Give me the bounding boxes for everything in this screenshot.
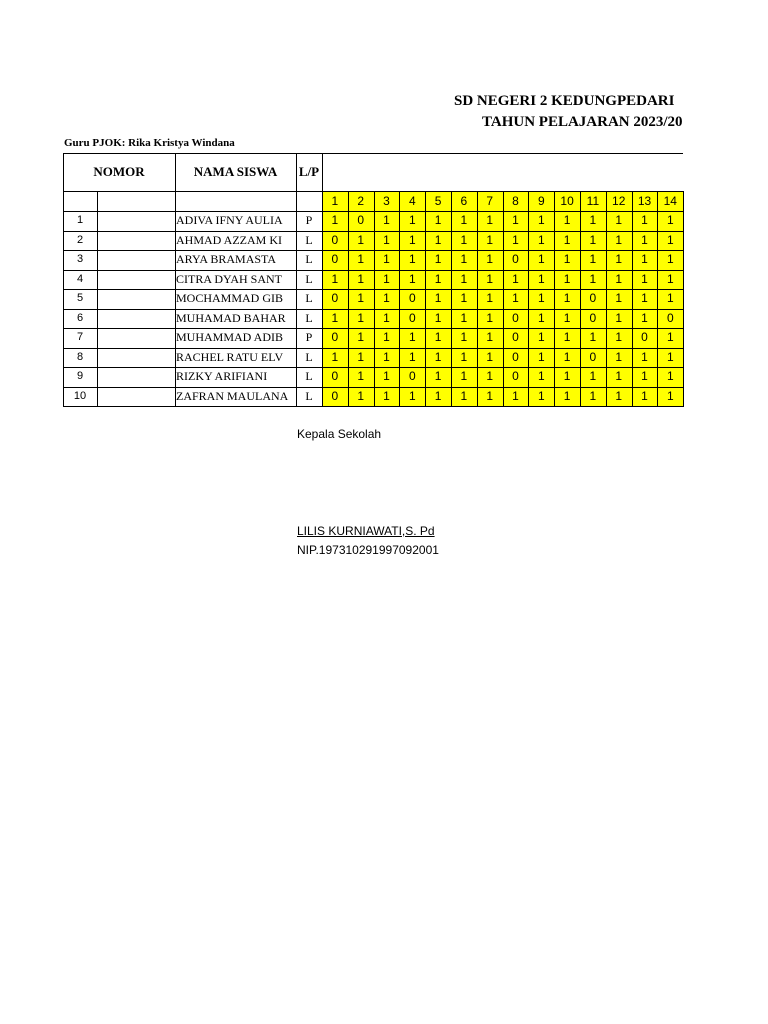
row-number: 6 <box>76 311 84 324</box>
grid-line-top <box>63 153 683 154</box>
score-cell: 1 <box>322 270 348 290</box>
score-cell: 1 <box>632 387 658 407</box>
score-cell: 1 <box>632 211 658 231</box>
score-cell: 1 <box>451 387 477 407</box>
score-cell: 1 <box>528 387 554 407</box>
school-title: SD NEGERI 2 KEDUNGPEDARI <box>454 93 675 109</box>
score-cell: 1 <box>399 387 425 407</box>
score-cell: 1 <box>554 387 580 407</box>
score-cell: 1 <box>425 309 451 329</box>
row-number: 8 <box>76 350 84 363</box>
grid-line-row <box>63 348 683 349</box>
principal-role: Kepala Sekolah <box>297 427 382 441</box>
score-cell: 0 <box>322 231 348 251</box>
student-name: ZAFRAN MAULANA <box>176 388 289 403</box>
score-cell: 0 <box>322 387 348 407</box>
student-gender: L <box>305 369 313 383</box>
score-cell: 1 <box>632 367 658 387</box>
score-cell: 1 <box>606 348 632 368</box>
score-cell: 1 <box>657 387 683 407</box>
score-cell: 1 <box>374 328 400 348</box>
score-cell: 1 <box>554 231 580 251</box>
score-cell: 1 <box>580 328 606 348</box>
score-cell: 1 <box>477 367 503 387</box>
score-column-header: 11 <box>580 191 606 211</box>
score-column-header: 1 <box>322 191 348 211</box>
score-cell: 1 <box>477 211 503 231</box>
score-cell: 1 <box>322 348 348 368</box>
score-cell: 1 <box>632 231 658 251</box>
score-cell: 0 <box>503 348 529 368</box>
score-cell: 1 <box>554 211 580 231</box>
score-cell: 1 <box>425 348 451 368</box>
grid-line-score <box>451 191 452 406</box>
grid-line-right <box>683 191 684 407</box>
score-cell: 0 <box>399 289 425 309</box>
student-name: MOCHAMMAD GIB <box>176 291 284 305</box>
score-column-header: 3 <box>374 191 400 211</box>
score-cell: 1 <box>580 367 606 387</box>
score-cell: 1 <box>348 270 374 290</box>
score-cell: 0 <box>632 328 658 348</box>
score-cell: 1 <box>451 270 477 290</box>
score-cell: 1 <box>374 348 400 368</box>
score-cell: 1 <box>503 270 529 290</box>
student-name: RIZKY ARIFIANI <box>176 369 268 383</box>
row-number: 7 <box>76 331 84 343</box>
score-cell: 1 <box>399 211 425 231</box>
academic-year-title: TAHUN PELAJARAN 2023/20 <box>482 114 683 130</box>
score-column-header: 9 <box>528 191 554 211</box>
score-cell: 1 <box>348 231 374 251</box>
row-number: 1 <box>76 214 84 226</box>
score-cell: 1 <box>451 211 477 231</box>
score-cell: 1 <box>399 270 425 290</box>
grid-line-score <box>503 191 504 406</box>
score-cell: 1 <box>528 289 554 309</box>
student-name: CITRA DYAH SANT <box>176 271 283 286</box>
score-cell: 0 <box>657 309 683 329</box>
score-cell: 1 <box>399 250 425 270</box>
score-cell: 0 <box>399 367 425 387</box>
score-cell: 0 <box>580 289 606 309</box>
score-cell: 0 <box>503 328 529 348</box>
score-cell: 0 <box>322 367 348 387</box>
row-number: 4 <box>76 272 84 285</box>
score-cell: 1 <box>374 289 400 309</box>
score-cell: 1 <box>632 289 658 309</box>
grid-line-row <box>63 309 683 310</box>
student-name: RACHEL RATU ELV <box>176 349 284 364</box>
score-cell: 1 <box>374 250 400 270</box>
score-cell: 1 <box>554 367 580 387</box>
score-cell: 1 <box>374 231 400 251</box>
score-cell: 1 <box>503 387 529 407</box>
score-cell: 1 <box>528 328 554 348</box>
score-cell: 1 <box>477 328 503 348</box>
score-cell: 1 <box>580 250 606 270</box>
score-cell: 1 <box>580 231 606 251</box>
score-column-header: 6 <box>451 191 477 211</box>
score-cell: 1 <box>399 328 425 348</box>
student-gender: L <box>305 291 313 305</box>
teacher-label: Guru PJOK: Rika Kristya Windana <box>64 137 235 149</box>
score-cell: 1 <box>580 387 606 407</box>
score-cell: 1 <box>322 309 348 329</box>
score-cell: 1 <box>580 211 606 231</box>
score-cell: 1 <box>451 367 477 387</box>
score-cell: 1 <box>657 348 683 368</box>
score-cell: 1 <box>503 231 529 251</box>
row-number: 9 <box>76 370 84 382</box>
grid-line-col <box>175 153 176 407</box>
grid-line-row <box>63 406 683 407</box>
score-cell: 1 <box>348 348 374 368</box>
score-cell: 1 <box>374 270 400 290</box>
student-gender: P <box>305 330 313 344</box>
student-name: MUHAMAD BAHAR <box>176 310 286 325</box>
score-cell: 1 <box>606 328 632 348</box>
grid-line-row <box>63 387 683 388</box>
score-cell: 1 <box>451 328 477 348</box>
grid-line-col <box>63 153 64 407</box>
score-cell: 1 <box>632 348 658 368</box>
score-cell: 1 <box>477 270 503 290</box>
student-gender: L <box>305 252 313 266</box>
principal-name: LILIS KURNIAWATI,S. Pd <box>297 524 435 538</box>
student-gender: L <box>305 310 313 325</box>
score-cell: 1 <box>554 328 580 348</box>
score-cell: 1 <box>477 250 503 270</box>
score-cell: 1 <box>451 250 477 270</box>
score-cell: 1 <box>632 309 658 329</box>
score-cell: 1 <box>399 348 425 368</box>
score-cell: 1 <box>322 211 348 231</box>
student-name: ADIVA IFNY AULIA <box>176 213 283 227</box>
score-cell: 1 <box>528 348 554 368</box>
score-column-header: 8 <box>503 191 529 211</box>
row-number: 3 <box>76 253 84 265</box>
score-cell: 1 <box>425 270 451 290</box>
score-cell: 1 <box>554 309 580 329</box>
score-column-header: 2 <box>348 191 374 211</box>
score-cell: 1 <box>606 387 632 407</box>
grid-line-score <box>632 191 633 406</box>
score-cell: 1 <box>503 211 529 231</box>
grid-line-row <box>63 250 683 251</box>
score-cell: 1 <box>477 231 503 251</box>
student-gender: L <box>305 232 313 247</box>
grid-line-row <box>63 231 683 232</box>
row-number: 5 <box>76 292 84 304</box>
score-cell: 1 <box>606 211 632 231</box>
score-cell: 1 <box>348 367 374 387</box>
score-cell: 1 <box>425 211 451 231</box>
score-cell: 1 <box>399 231 425 251</box>
score-cell: 0 <box>503 367 529 387</box>
grid-line-score <box>606 191 607 406</box>
header-nama-siswa: NAMA SISWA <box>193 164 278 179</box>
score-column-header: 10 <box>554 191 580 211</box>
score-column-header: 13 <box>632 191 658 211</box>
score-cell: 1 <box>374 309 400 329</box>
grid-line-score <box>580 191 581 406</box>
score-cell: 1 <box>606 367 632 387</box>
row-number: 10 <box>73 389 87 402</box>
student-gender: L <box>305 349 313 364</box>
grid-line-row <box>63 289 683 290</box>
score-cell: 1 <box>425 387 451 407</box>
student-name: ARYA BRAMASTA <box>176 252 277 266</box>
score-cell: 1 <box>657 211 683 231</box>
score-cell: 1 <box>657 328 683 348</box>
score-cell: 1 <box>477 309 503 329</box>
score-cell: 1 <box>348 289 374 309</box>
student-gender: L <box>305 388 313 403</box>
score-cell: 1 <box>451 348 477 368</box>
score-cell: 1 <box>657 231 683 251</box>
header-nomor: NOMOR <box>93 164 145 179</box>
score-cell: 1 <box>425 250 451 270</box>
score-cell: 1 <box>606 289 632 309</box>
score-cell: 1 <box>657 270 683 290</box>
row-number: 2 <box>76 233 84 246</box>
score-cell: 1 <box>632 250 658 270</box>
score-cell: 1 <box>632 270 658 290</box>
student-gender: P <box>305 213 313 227</box>
grid-line-col <box>97 191 98 406</box>
score-cell: 0 <box>322 250 348 270</box>
score-column-header: 14 <box>657 191 683 211</box>
score-cell: 1 <box>348 250 374 270</box>
score-cell: 1 <box>451 309 477 329</box>
score-cell: 1 <box>606 250 632 270</box>
grid-line-col <box>322 153 323 407</box>
score-cell: 1 <box>528 367 554 387</box>
score-cell: 1 <box>374 211 400 231</box>
score-column-header: 4 <box>399 191 425 211</box>
grid-line-row <box>63 328 683 329</box>
score-column-header: 5 <box>425 191 451 211</box>
score-cell: 1 <box>554 250 580 270</box>
score-cell: 1 <box>606 270 632 290</box>
score-cell: 1 <box>348 328 374 348</box>
grid-line-score <box>657 191 658 406</box>
score-cell: 0 <box>322 328 348 348</box>
grid-line-score <box>477 191 478 406</box>
grid-line-col <box>296 153 297 407</box>
score-cell: 1 <box>528 231 554 251</box>
score-column-header: 12 <box>606 191 632 211</box>
score-cell: 0 <box>580 309 606 329</box>
score-cell: 1 <box>425 328 451 348</box>
score-cell: 1 <box>528 250 554 270</box>
score-cell: 0 <box>399 309 425 329</box>
score-cell: 1 <box>374 367 400 387</box>
score-cell: 1 <box>554 348 580 368</box>
score-cell: 1 <box>657 289 683 309</box>
score-column-header: 7 <box>477 191 503 211</box>
score-cell: 1 <box>425 289 451 309</box>
score-cell: 1 <box>451 231 477 251</box>
score-cell: 1 <box>425 367 451 387</box>
student-name: MUHAMMAD ADIB <box>176 330 284 344</box>
score-cell: 1 <box>503 289 529 309</box>
score-cell: 0 <box>348 211 374 231</box>
grid-line-score <box>348 191 349 406</box>
score-cell: 1 <box>477 387 503 407</box>
score-cell: 1 <box>528 270 554 290</box>
grid-line-score <box>554 191 555 406</box>
score-cell: 1 <box>477 289 503 309</box>
score-cell: 1 <box>528 211 554 231</box>
score-cell: 1 <box>348 309 374 329</box>
student-name: AHMAD AZZAM KI <box>176 232 282 247</box>
grid-line-row <box>63 270 683 271</box>
score-cell: 0 <box>503 309 529 329</box>
score-cell: 1 <box>425 231 451 251</box>
grid-line-header <box>63 191 683 192</box>
grid-line-score <box>399 191 400 406</box>
principal-nip: NIP.197310291997092001 <box>297 543 439 557</box>
score-cell: 1 <box>528 309 554 329</box>
score-cell: 1 <box>554 289 580 309</box>
score-cell: 0 <box>322 289 348 309</box>
score-cell: 1 <box>374 387 400 407</box>
score-cell: 0 <box>580 348 606 368</box>
grid-line-row <box>63 211 683 212</box>
grid-line-row <box>63 367 683 368</box>
score-cell: 0 <box>503 250 529 270</box>
header-lp: L/P <box>298 164 320 179</box>
grid-line-score <box>374 191 375 406</box>
grid-line-score <box>528 191 529 406</box>
score-cell: 1 <box>580 270 606 290</box>
score-cell: 1 <box>348 387 374 407</box>
score-cell: 1 <box>477 348 503 368</box>
score-cell: 1 <box>657 367 683 387</box>
grid-line-score <box>425 191 426 406</box>
score-cell: 1 <box>606 231 632 251</box>
score-cell: 1 <box>554 270 580 290</box>
score-cell: 1 <box>657 250 683 270</box>
score-cell: 1 <box>451 289 477 309</box>
student-gender: L <box>305 271 313 286</box>
score-cell: 1 <box>606 309 632 329</box>
